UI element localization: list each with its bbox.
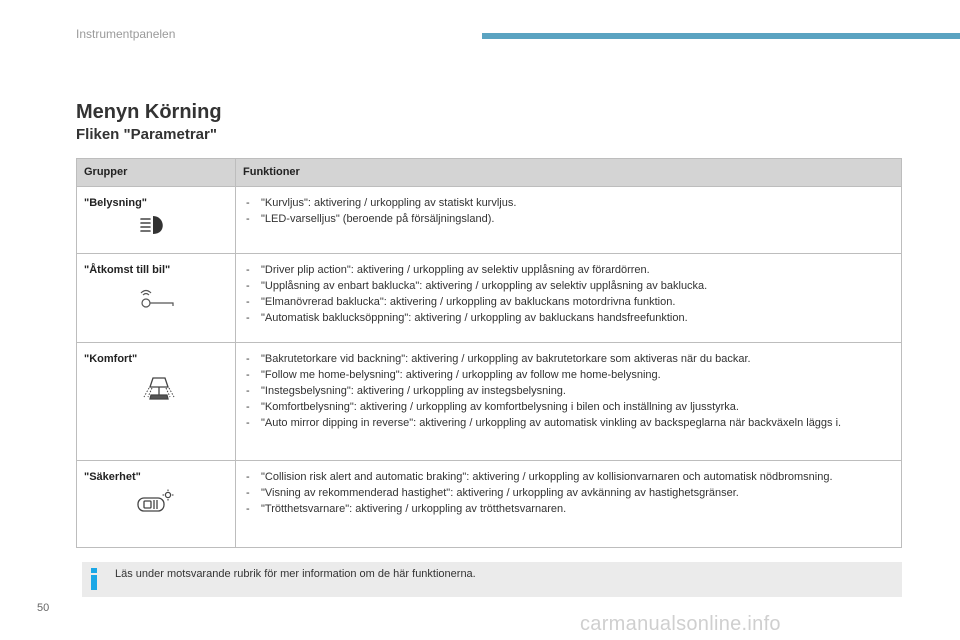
list-item: - "Collision risk alert and automatic braking": aktivering / urkoppling av kollisionvarnaren och automatisk nödbromsning. [246, 471, 833, 483]
group-label: "Åtkomst till bil" [84, 264, 171, 276]
header-groups: Grupper [77, 159, 236, 186]
group-label: "Belysning" [84, 197, 147, 209]
list-item: - "LED-varselljus" (beroende på försäljningsland). [246, 213, 495, 225]
table-row [77, 343, 901, 461]
info-note [82, 562, 902, 597]
list-item: - "Komfortbelysning": aktivering / urkoppling av komfortbelysning i bilen och inställning av ljusstyrka. [246, 401, 739, 413]
page-title: Menyn Körning [76, 101, 222, 123]
table-header [77, 159, 901, 187]
group-label: "Komfort" [84, 353, 138, 365]
list-item: - "Bakrutetorkare vid backning": aktivering / urkoppling av bakrutetorkare som aktiveras när du backar. [246, 353, 751, 365]
info-icon [90, 568, 98, 590]
functions-cell [236, 187, 901, 253]
header-functions: Funktioner [243, 166, 300, 178]
table-row [77, 461, 901, 547]
list-item: - "Visning av rekommenderad hastighet": aktivering / urkoppling av avkänning av hastighetsgränser. [246, 487, 739, 499]
list-item: - "Instegsbelysning": aktivering / urkoppling av instegsbelysning. [246, 385, 566, 397]
list-item: - "Kurvljus": aktivering / urkoppling av statiskt kurvljus. [246, 197, 517, 209]
section-header-bar [482, 33, 960, 39]
group-cell [77, 187, 236, 253]
key-icon [137, 288, 177, 310]
list-item: - "Follow me home-belysning": aktivering / urkoppling av follow me home-belysning. [246, 369, 661, 381]
section-header: Instrumentpanelen [76, 27, 176, 41]
info-note-text: Läs under motsvarande rubrik för mer information om de här funktionerna. [115, 568, 476, 580]
list-item: - "Upplåsning av enbart baklucka": aktivering / urkoppling av selektiv upplåsning av baklucka. [246, 280, 708, 292]
functions-cell [236, 343, 901, 460]
group-cell [77, 343, 236, 460]
functions-cell [236, 254, 901, 342]
list-item: - "Automatisk baklucksöppning": aktivering / urkoppling av bakluckans handsfreefunktion. [246, 312, 688, 324]
safety-car-icon [135, 489, 175, 515]
functions-table [76, 158, 902, 548]
group-cell [77, 461, 236, 547]
table-row [77, 187, 901, 254]
page-subtitle: Fliken "Parametrar" [76, 126, 217, 143]
comfort-lamp-icon [141, 375, 177, 403]
page-number: 50 [37, 602, 50, 614]
list-item: - "Auto mirror dipping in reverse": aktivering / urkoppling av automatisk vinkling av backspeglarna när backväxeln läggs i. [246, 417, 842, 429]
group-label: "Säkerhet" [84, 471, 141, 483]
headlamp-icon [139, 213, 169, 237]
watermark: carmanualsonline.info [580, 613, 781, 635]
table-row [77, 254, 901, 343]
list-item: - "Elmanövrerad baklucka": aktivering / urkoppling av bakluckans motordrivna funktion. [246, 296, 676, 308]
functions-cell [236, 461, 901, 547]
group-cell [77, 254, 236, 342]
list-item: - "Trötthetsvarnare": aktivering / urkoppling av trötthetsvarnaren. [246, 503, 567, 515]
list-item: - "Driver plip action": aktivering / urkoppling av selektiv upplåsning av förardörren. [246, 264, 650, 276]
